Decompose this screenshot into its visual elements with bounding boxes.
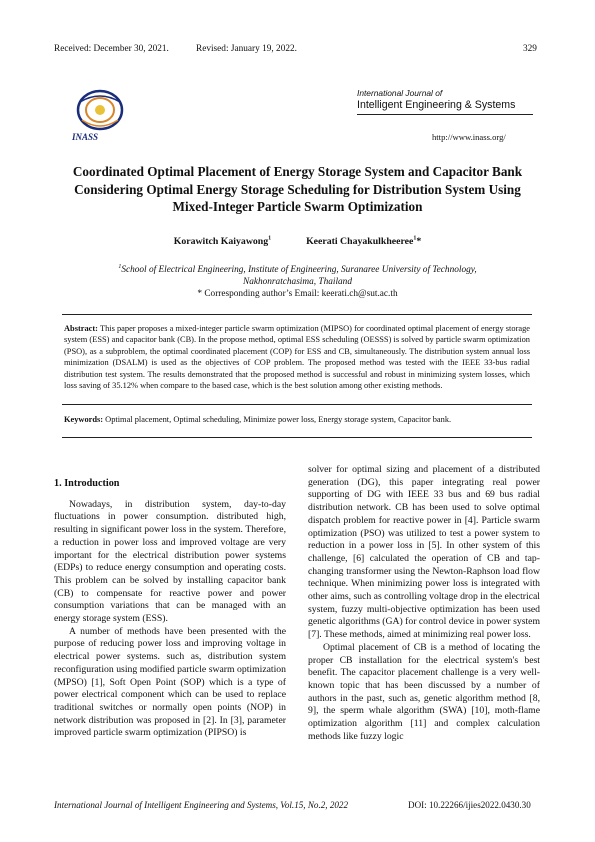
authors	[54, 236, 541, 247]
abstract-text: This paper proposes a mixed-integer particle swarm optimization (MIPSO) for coordinated optimal placement of energy storage system (ESS) and capacitor bank (CB). In the propose method, optimal ESS scheduling (OESSS) is solved by particle swarm optimization (PSO), as a subproblem, the optimal coordinated placement (COP) for ESS and CB, simultaneously. The distribution system annual loss minimization (DSALM) is used as the objectives of COP problem. The proposed method was tested with the IEEE 33-bus radial distribution test system. The results demonstrated that the proposed method is successful and robust in minimizing system losses, which loss saving of 35.12% when compare to the based case, which is the best solution among other existing methods.	[64, 324, 530, 391]
footer-doi: DOI: 10.22266/ijies2022.0430.30	[408, 800, 531, 810]
author-1: Korawitch Kaiyawong	[173, 236, 269, 247]
keywords-bottom-rule	[62, 437, 532, 438]
abstract-mid-rule	[62, 404, 532, 405]
affiliation	[74, 264, 521, 288]
title-line2: Considering Optimal Energy Storage Scheduling for Distribution System Using	[74, 181, 521, 197]
keywords-label: Keywords:	[64, 415, 104, 424]
author-2-sup: 1	[413, 235, 417, 242]
revised-date: Revised: January 19, 2022.	[196, 44, 297, 54]
page-number: 329	[523, 44, 537, 54]
corresponding-email: * Corresponding author’s Email: keerati.ch@sut.ac.th	[197, 289, 398, 299]
journal-branding	[357, 88, 557, 115]
author-1-sup: 1	[268, 235, 272, 242]
journal-url[interactable]: http://www.inass.org/	[432, 132, 506, 142]
title-line1: Coordinated Optimal Placement of Energy Storage System and Capacitor Bank	[72, 164, 523, 179]
right-column	[308, 464, 540, 743]
left-column	[54, 478, 286, 740]
corresponding-mark: *	[416, 236, 422, 247]
abstract-top-rule	[62, 314, 532, 315]
affiliation-sup: 1	[118, 263, 122, 270]
received-date: Received: December 30, 2021.	[54, 44, 169, 54]
logo-text: INASS	[72, 132, 99, 142]
right-paragraph-2: Optimal placement of CB is a method of locating the proper CB installation for the electrical system's best benefit. The capacitor placement challenge is a very well-known topic that has been discussed by a number of authors in the past, such as, genetic algorithm method [8, 9], the sperm whale algorithm (SWA) [10], moth-flame optimization algorithm [11] and complex calculation methods like fuzzy logic	[308, 641, 540, 742]
title-line3: Mixed-Integer Particle Swarm Optimization	[172, 199, 423, 215]
section-1-heading: 1. Introduction	[54, 478, 120, 489]
journal-rule	[357, 114, 533, 115]
footer-journal: International Journal of Intelligent Engineering and Systems, Vol.15, No.2, 2022	[54, 800, 349, 810]
keywords	[64, 414, 530, 425]
affiliation-line2: Nakhonratchasima, Thailand	[243, 277, 352, 287]
abstract-label: Abstract:	[64, 324, 98, 333]
affiliation-line1: School of Electrical Engineering, Institute of Engineering, Suranaree University of Technology,	[121, 265, 477, 275]
left-paragraph-2: A number of methods have been presented with the purpose of reducing power loss and improving voltage in electrical power systems. such as, distribution system reconfiguration using modified particle swarm optimization (MPSO) [1], Soft Open Point (SOP) which is a type of power electrical component which can be used to replace traditional switches or normally open points (NOP) in network distribution was proposed in [2]. In [3], parameter improved particle swarm optimization (PIPSO) is	[54, 625, 286, 739]
left-paragraph-1: Nowadays, in distribution system, day-to-day fluctuations in power consumption. distributed high, resulting in significant power loss in the system. Therefore, a reduction in power loss and improved voltage are very important for the electrical distribution power systems (EDPs) to reduce energy consumption and operating costs. This problem can be solved by installing capacitor bank (CB) to compensate for reactive power and power consumption variations that can be managed with an energy storage system (ESS).	[54, 498, 286, 625]
abstract	[64, 323, 530, 391]
paper-title	[54, 163, 541, 216]
right-paragraph-1: solver for optimal sizing and placement of a distributed generation (DG), this paper integrating real power supporting of DG with IEEE 33 bus and 69 bus radial distribution network. CB has been used to solve optimal dispatch problem for reactive power in [4]. Particle swarm optimization (PSO) was utilized to test a power system to reduction in a power loss in [5]. In other system of this challenge, [6] calculated the operation of CB and tap-changing transformer using the Newton-Raphson load flow technique. When minimizing power loss is integrated with other aims, such as controlling voltage drop in the electrical system, fuzzy multi-objective optimization has been used genetic algorithms (GA) for control device in power system [7]. These methods, aimed at minimizing real power loss.	[308, 464, 540, 641]
journal-line1: International Journal of	[357, 88, 443, 98]
keywords-text: Optimal placement, Optimal scheduling, Minimize power loss, Energy storage system, Capacitor bank.	[105, 415, 452, 424]
author-2: Keerati Chayakulkheeree	[306, 236, 414, 247]
journal-line2: Intelligent Engineering & Systems	[357, 99, 516, 111]
